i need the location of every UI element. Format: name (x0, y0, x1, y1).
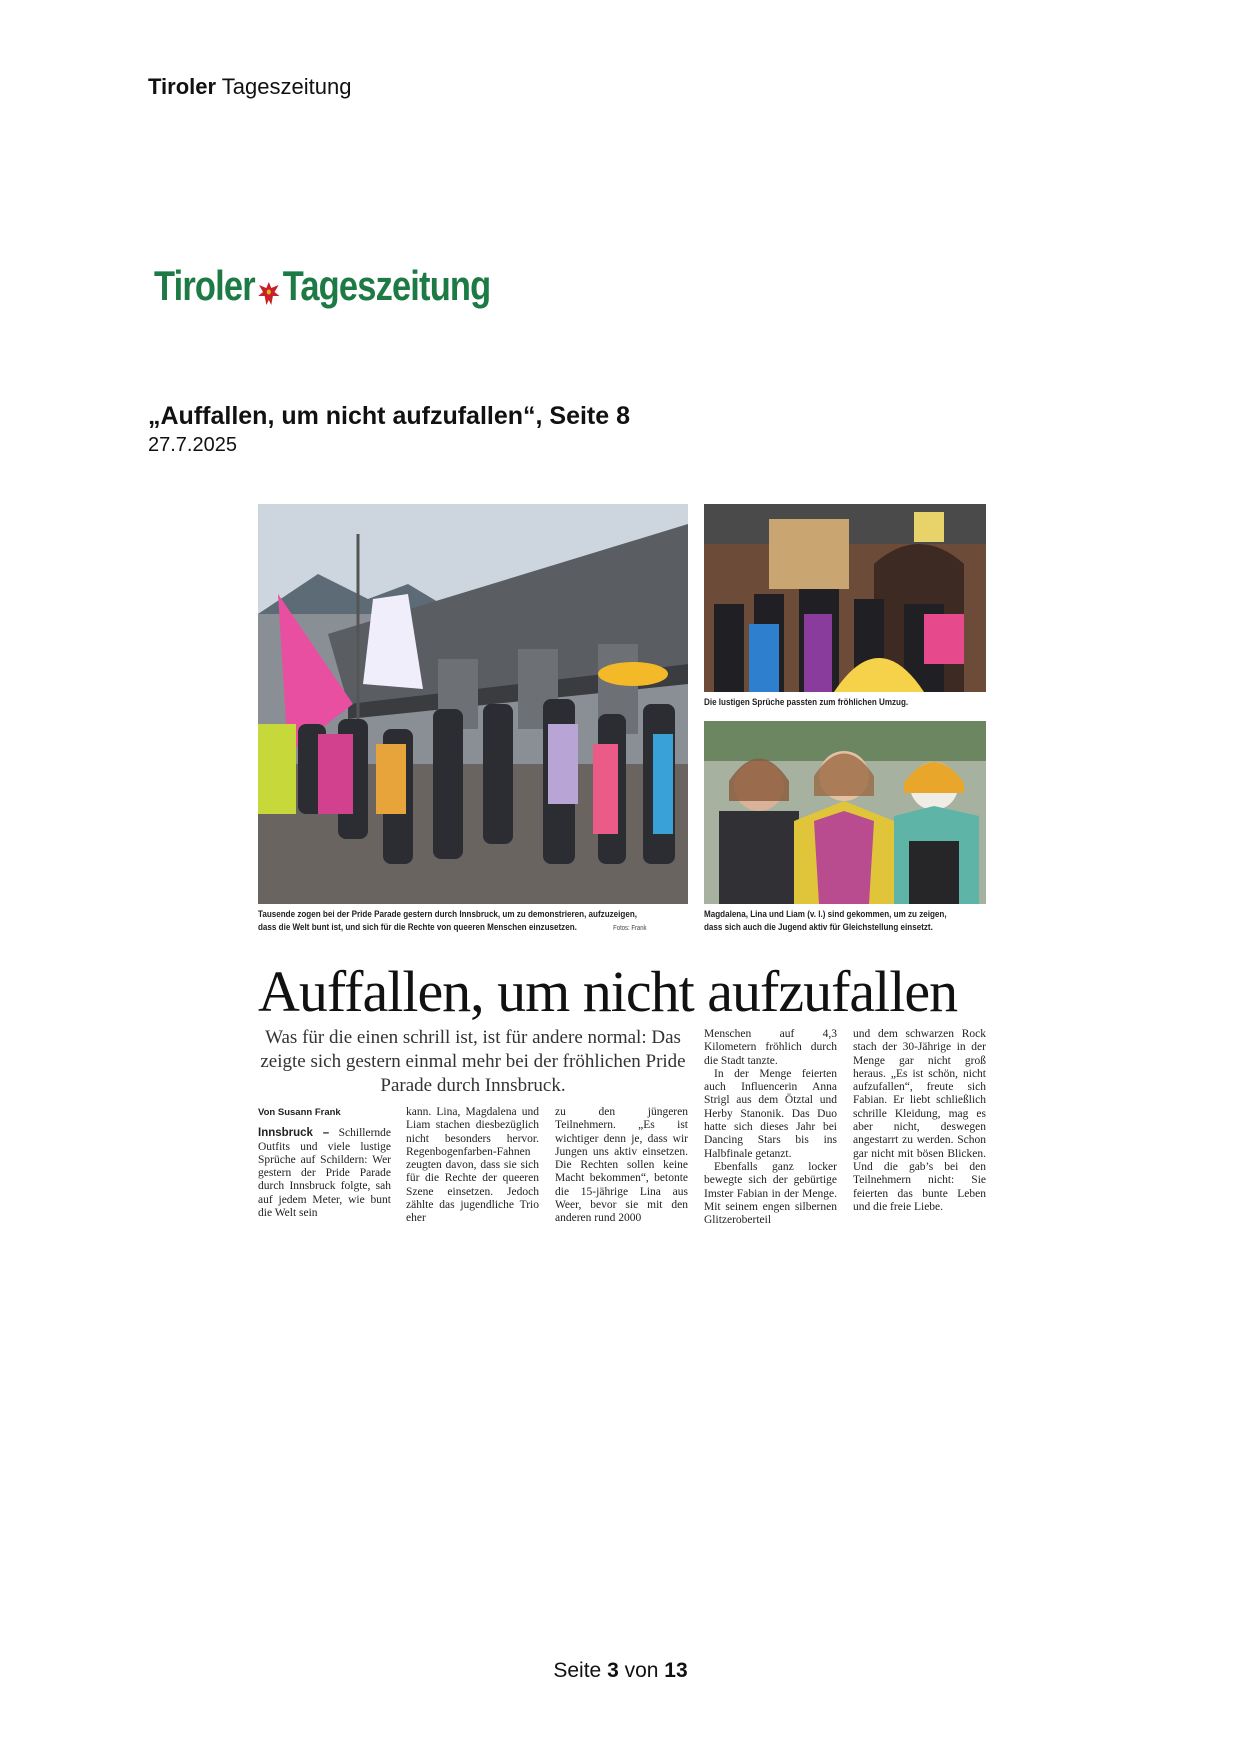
column-1-text: Schillernde Outfits und viele lustige Sprüche auf Schildern: Wer gestern der Pride Parade durch Innsbruck folgte, sah auf jedem Meter, wie bunt die Welt sein (258, 1127, 391, 1220)
eagle-icon (256, 271, 281, 301)
article-column-4 (704, 1028, 837, 1227)
trio-photo (704, 721, 986, 904)
photo-credit: Fotos: Frank (613, 925, 647, 932)
trio-photo-caption (704, 908, 947, 934)
article-headline: Auffallen, um nicht aufzufallen (258, 959, 958, 1024)
main-photo-caption (258, 908, 647, 935)
newspaper-logo (154, 262, 490, 310)
trio-caption-line-2: dass sich auch die Jugend aktiv für Gleichstellung einsetzt. (704, 922, 933, 933)
article-column-2: kann. Lina, Magdalena und Liam stachen diesbezüglich nicht besonders hervor. Regenbogenfarben-Fahnen zeugten davon, dass sie sich für die Rechte der queeren Szene einsetzen. Jedoch zählte das jugendliche Trio eher (406, 1106, 539, 1225)
article-column-3: zu den jüngeren Teilnehmern. „Es ist wichtiger denn je, dass wir Jungen uns aktiv einsetzen. Die Rechten sollen keine Macht bekommen“, betonte die 15-jährige Lina aus Weer, bevor sie mit den anderen rund 2000 (555, 1106, 688, 1225)
article-byline: Von Susann Frank (258, 1107, 341, 1118)
article-dateline: Innsbruck – (258, 1127, 330, 1140)
main-caption-line-1: Tausende zogen bei der Pride Parade gestern durch Innsbruck, um zu demonstrieren, aufzuzeigen, (258, 909, 638, 920)
clip-title: „Auffallen, um nicht aufzufallen“, Seite 8 (148, 402, 631, 430)
trio-caption-line-1: Magdalena, Lina und Liam (v. l.) sind gekommen, um zu zeigen, (704, 909, 947, 920)
column-4-paragraph-2: In der Menge feierten auch Influencerin Anna Strigl aus dem Ötztal und Herby Stanonik. Das Duo hatte sich dieses Jahr bei Dancing Stars bis ins Halbfinale getanzt. (704, 1067, 837, 1160)
article-column-5: und dem schwarzen Rock stach der 30-Jährige in der Menge gar nicht groß heraus. „Es ist schön, nicht aufzufallen“, freute sich Fabian. Er liebt schließlich schrille Kleidung, mag es aber nicht, deswegen angestarrt zu werden. Schon gar nicht mit bösen Blicken. Und die gab’s bei den Teilnehmern nicht: Sie feierten das bunte Leben und die freie Liebe. (853, 1028, 986, 1213)
footer-prefix: Seite (553, 1659, 602, 1682)
article-column-1 (258, 1106, 391, 1220)
footer-total-pages: 13 (664, 1659, 688, 1682)
main-parade-photo (258, 504, 688, 904)
logo-left-word: Tiroler (154, 262, 255, 309)
logo-right-word: Tageszeitung (282, 262, 491, 309)
footer-current-page: 3 (607, 1659, 619, 1682)
main-caption-line-2 (258, 921, 647, 935)
signs-photo (704, 504, 986, 692)
signs-photo-caption: Die lustigen Sprüche passten zum fröhlichen Umzug. (704, 697, 909, 708)
footer-middle: von (624, 1659, 659, 1682)
article-lede: Was für die einen schrill ist, ist für andere normal: Das zeigte sich gestern einmal mehr bei der fröhlichen Pride Parade durch Innsbruck. (260, 1027, 686, 1096)
header-brand-bold: Tiroler (148, 74, 217, 99)
header-brand-regular: Tageszeitung (221, 74, 352, 99)
clip-date: 27.7.2025 (148, 434, 237, 456)
column-4-paragraph-3: Ebenfalls ganz locker bewegte sich der gebürtige Imster Fabian in der Menge. Mit seinem engen silbernen Glitzeroberteil (704, 1160, 837, 1227)
page-footer (0, 1659, 1241, 1683)
main-caption-line-2-text: dass die Welt bunt ist, und sich für die Rechte von queeren Menschen einzusetzen. (258, 922, 577, 933)
column-4-paragraph-1: Menschen auf 4,3 Kilometern fröhlich durch die Stadt tanzte. (704, 1028, 837, 1067)
document-header (148, 74, 351, 100)
